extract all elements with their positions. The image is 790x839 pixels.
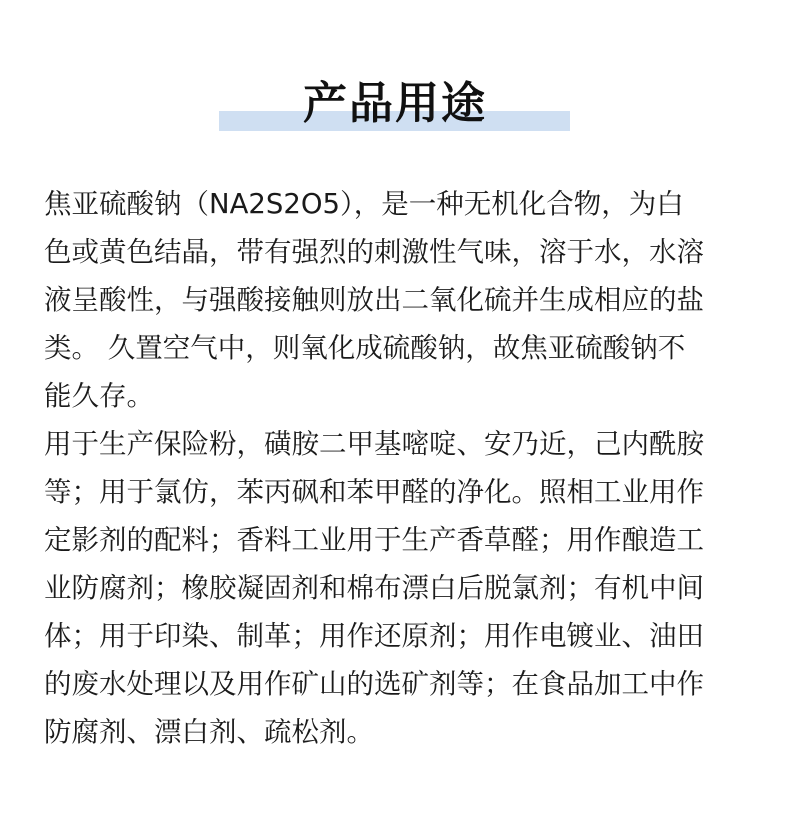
text-line: 类。 久置空气中，则氧化成硫酸钠，故焦亚硫酸钠不	[44, 332, 686, 364]
paragraph-uses	[44, 420, 774, 756]
text-line: 色或黄色结晶，带有强烈的刺激性气味，溶于水，水溶	[44, 236, 704, 268]
text-line: 的废水处理以及用作矿山的选矿剂等；在食品加工中作	[44, 668, 704, 700]
content-body	[44, 180, 774, 756]
title-section	[0, 78, 790, 138]
paragraph-description	[44, 180, 774, 420]
text-line: 等；用于氯仿，苯丙砜和苯甲醛的净化。照相工业用作	[44, 476, 704, 508]
text-line: 用于生产保险粉，磺胺二甲基嘧啶、安乃近，己内酰胺	[44, 428, 704, 460]
text-line: 焦亚硫酸钠（NA2S2O5），是一种无机化合物，为白	[44, 188, 684, 220]
text-line: 定影剂的配料；香料工业用于生产香草醛；用作酿造工	[44, 524, 704, 556]
text-line: 体；用于印染、制革；用作还原剂；用作电镀业、油田	[44, 620, 704, 652]
text-line: 防腐剂、漂白剂、疏松剂。	[44, 716, 374, 748]
text-line: 业防腐剂；橡胶凝固剂和棉布漂白后脱氯剂；有机中间	[44, 572, 704, 604]
page-title: 产品用途	[303, 78, 487, 129]
text-line: 能久存。	[44, 380, 154, 412]
text-line: 液呈酸性，与强酸接触则放出二氧化硫并生成相应的盐	[44, 284, 704, 316]
